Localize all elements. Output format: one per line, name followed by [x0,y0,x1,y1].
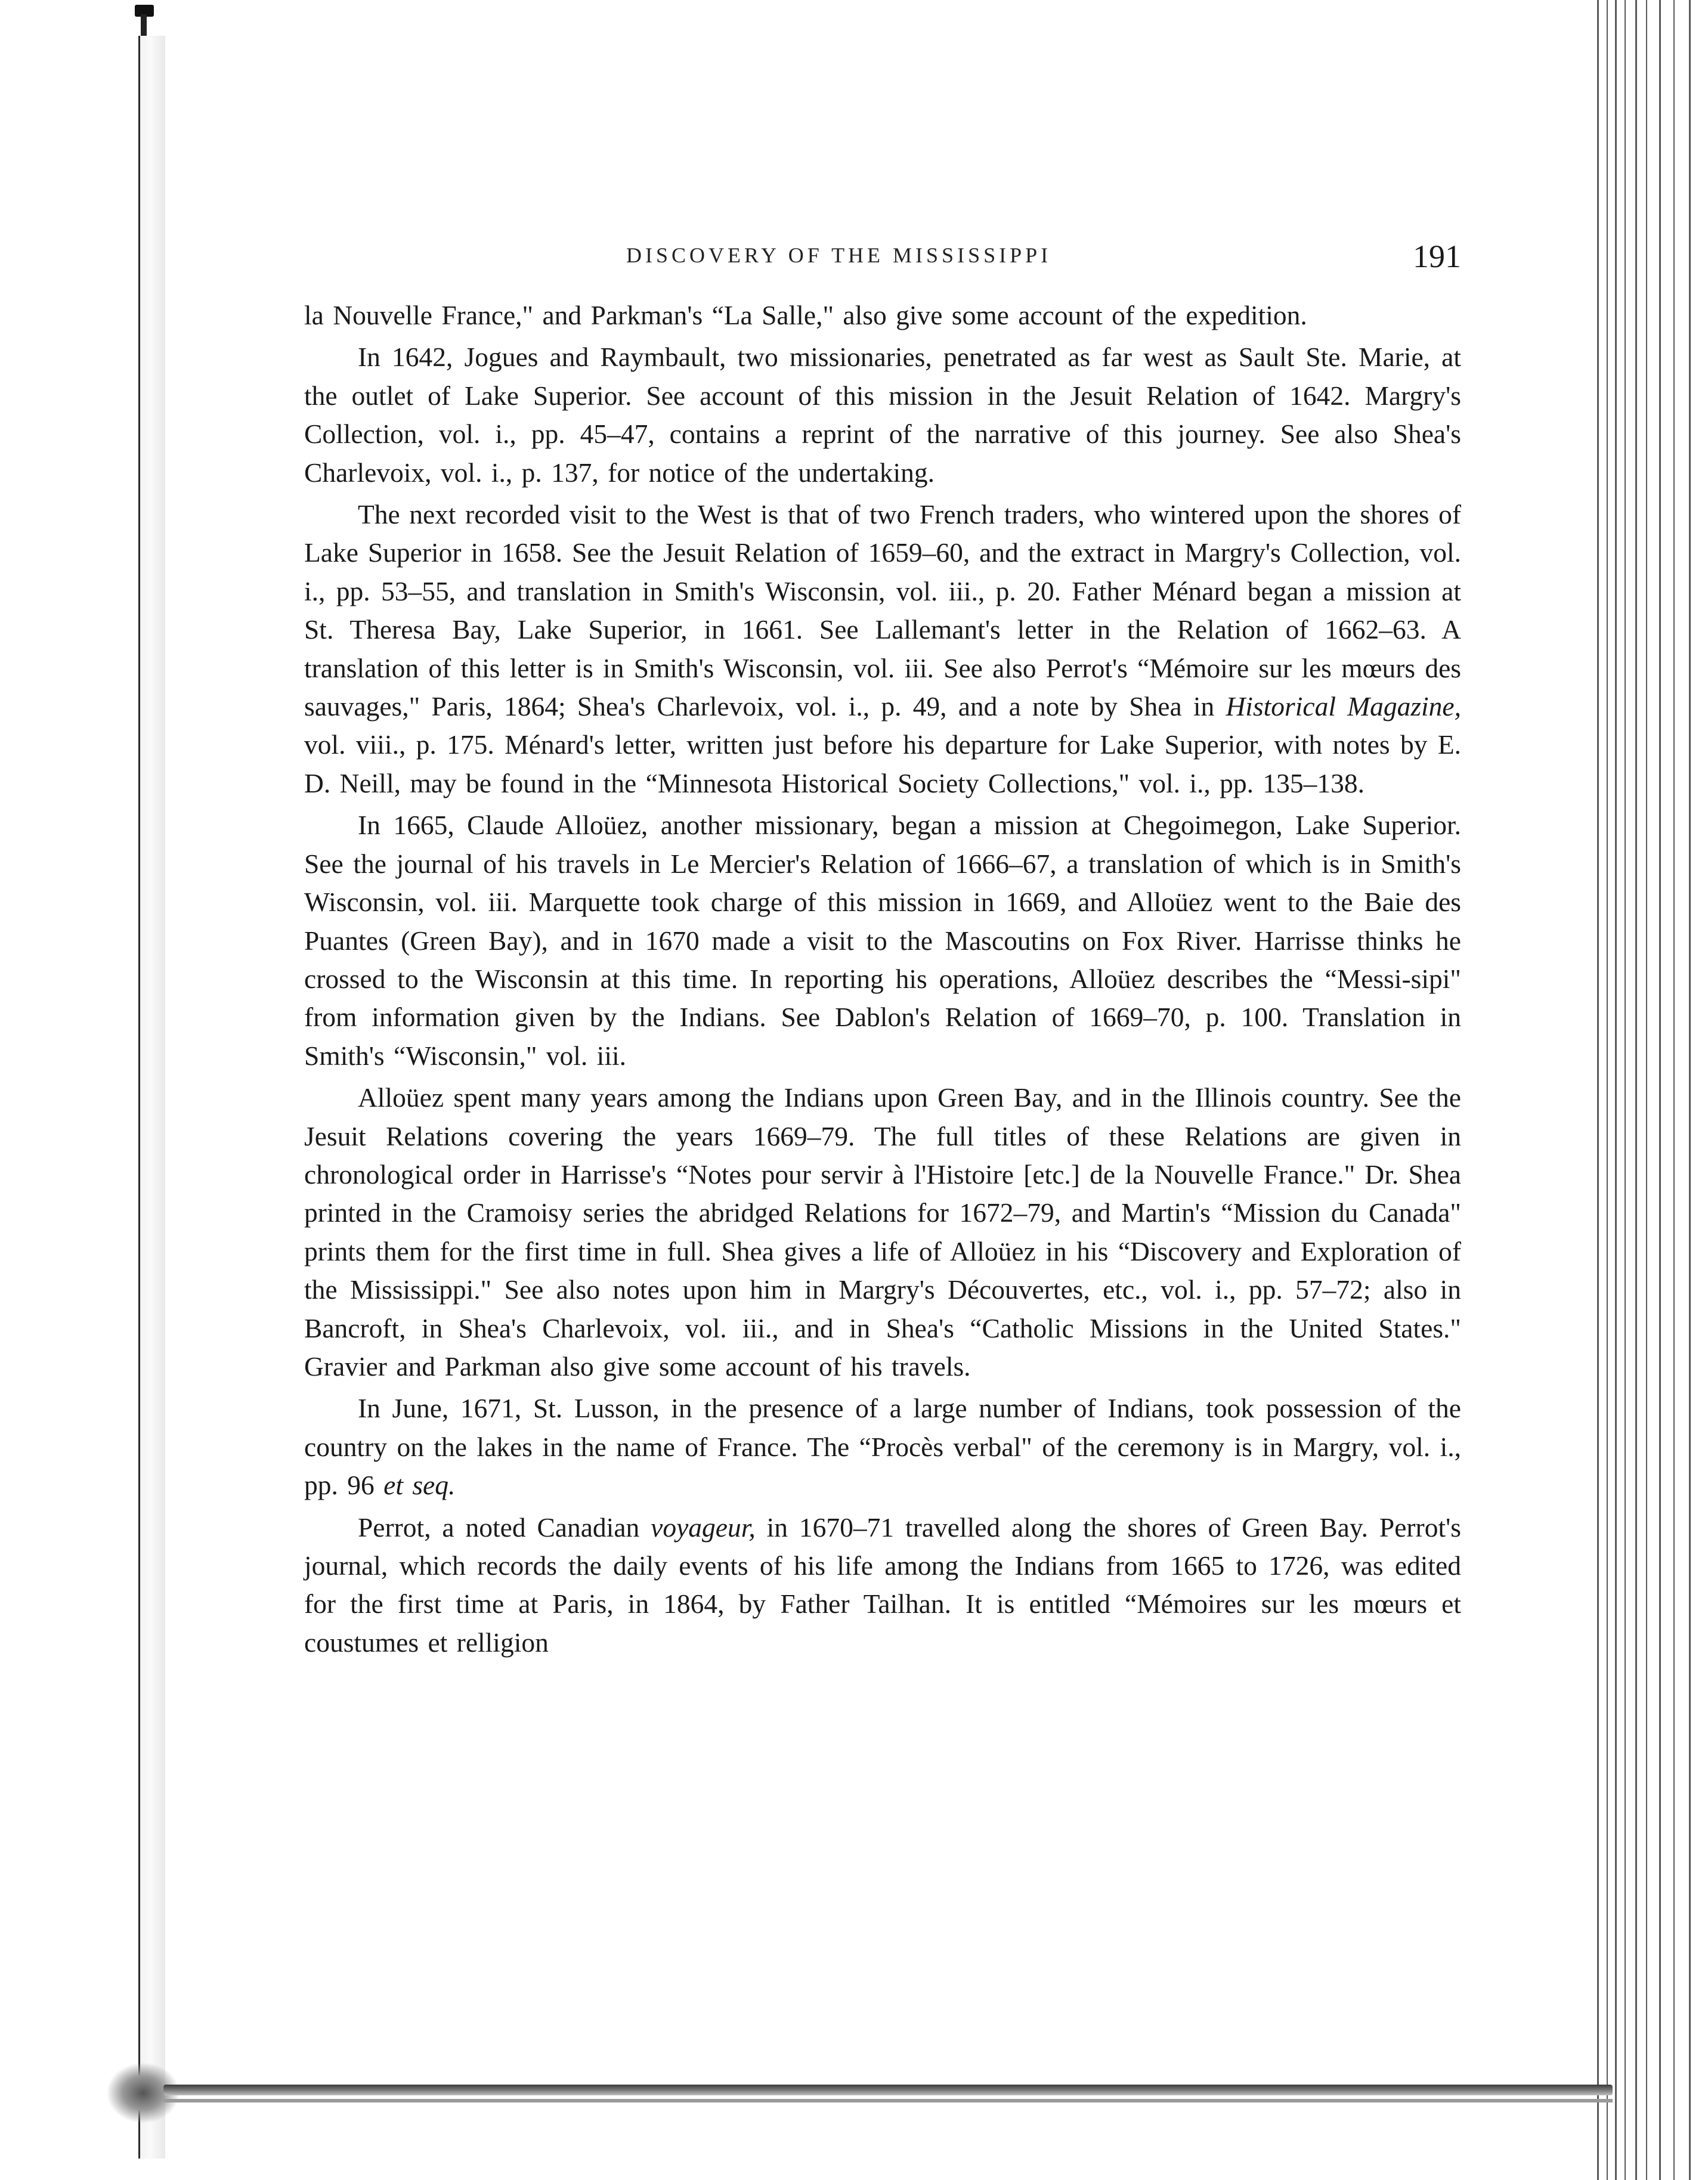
book-spine-edge [138,36,165,2159]
running-title: DISCOVERY OF THE MISSISSIPPI [626,243,1052,267]
paragraph-text: in 1670–71 travelled along the shores of Green Bay. Perrot's journal, which records the daily events of his life among the Indians from 1665 to 1726, was edited for the first time at Paris, in 1864, by Father Tailhan. It is entitled “Mémoires sur les mœurs et coustumes et relligion [304,1512,1461,1658]
paragraph [304,296,1461,335]
paragraph [304,1509,1461,1662]
page-stack-edge [1589,0,1708,2180]
paragraph-text: In 1665, Claude Alloüez, another missionary, began a mission at Chegoimegon, Lake Superior. See the journal of his travels in Le Mercier's Relation of 1666–67, a translation of which is in Smith's Wisconsin, vol. iii. Marquette took charge of this mission in 1669, and Alloüez went to the Baie des Puantes (Green Bay), and in 1670 made a visit to the Mascoutins on Fox River. Harrisse thinks he crossed to the Wisconsin at this time. In reporting his operations, Alloüez describes the “Messi-sipi" from information given by the Indians. See Dablon's Relation of 1669–70, p. 100. Translation in Smith's “Wisconsin," vol. iii. [304,810,1461,1071]
paragraph-text: In 1642, Jogues and Raymbault, two missionaries, penetrated as far west as Sault Ste. Marie, at the outlet of Lake Superior. See account of this mission in the Jesuit Relation of 1642. Margry's Collection, vol. i., pp. 45–47, contains a reprint of the narrative of this journey. See also Shea's Charlevoix, vol. i., p. 137, for notice of the undertaking. [304,342,1461,488]
paragraph [304,1389,1461,1504]
page-bottom-edge-shadow [163,2099,1613,2102]
body-text [304,296,1461,1662]
italic-text: et seq. [383,1470,456,1501]
paragraph-text: vol. viii., p. 175. Ménard's letter, written just before his departure for Lake Superior, with notes by E. D. Neill, may be found in the “Minnesota Historical Society Collections," vol. i., pp. 135–138. [304,729,1461,798]
paragraph [304,496,1461,803]
italic-text: Historical Magazine, [1226,691,1461,722]
running-head [304,236,1461,283]
paragraph-text: The next recorded visit to the West is that of two French traders, who wintered upon the shores of Lake Superior in 1658. See the Jesuit Relation of 1659–60, and the extract in Margry's Collection, vol. i., pp. 53–55, and translation in Smith's Wisconsin, vol. iii., p. 20. Father Ménard began a mission at St. Theresa Bay, Lake Superior, in 1661. See Lallemant's letter in the Relation of 1662–63. A translation of this letter is in Smith's Wisconsin, vol. iii. See also Perrot's “Mémoire sur les mœurs des sauvages," Paris, 1864; Shea's Charlevoix, vol. i., p. 49, and a note by Shea in [304,499,1461,722]
paragraph [304,338,1461,492]
paragraph [304,1079,1461,1386]
paragraph-text: Alloüez spent many years among the Indians upon Green Bay, and in the Illinois country. See the Jesuit Relations covering the years 1669–79. The full titles of these Relations are given in chronological order in Harrisse's “Notes pour servir à l'Histoire [etc.] de la Nouvelle France." Dr. Shea printed in the Cramoisy series the abridged Relations for 1672–79, and Martin's “Mission du Canada" prints them for the first time in full. Shea gives a life of Alloüez in his “Discovery and Exploration of the Mississippi." See also notes upon him in Margry's Découvertes, etc., vol. i., pp. 57–72; also in Bancroft, in Shea's Charlevoix, vol. iii., and in Shea's “Catholic Missions in the United States." Gravier and Parkman also give some account of his travels. [304,1082,1461,1382]
book-page [304,236,1461,1665]
paragraph-text: la Nouvelle France," and Parkman's “La Salle," also give some account of the expedition. [304,300,1307,330]
page-number: 191 [1413,239,1461,274]
page-bottom-edge [163,2085,1613,2095]
paragraph [304,806,1461,1075]
paragraph-text: In June, 1671, St. Lusson, in the presence of a large number of Indians, took possession of the country on the lakes in the name of France. The “Procès verbal" of the ceremony is in Margry, vol. i., pp. 96 [304,1393,1461,1501]
paragraph-text: Perrot, a noted Canadian [358,1512,651,1543]
italic-text: voyageur, [651,1512,756,1543]
